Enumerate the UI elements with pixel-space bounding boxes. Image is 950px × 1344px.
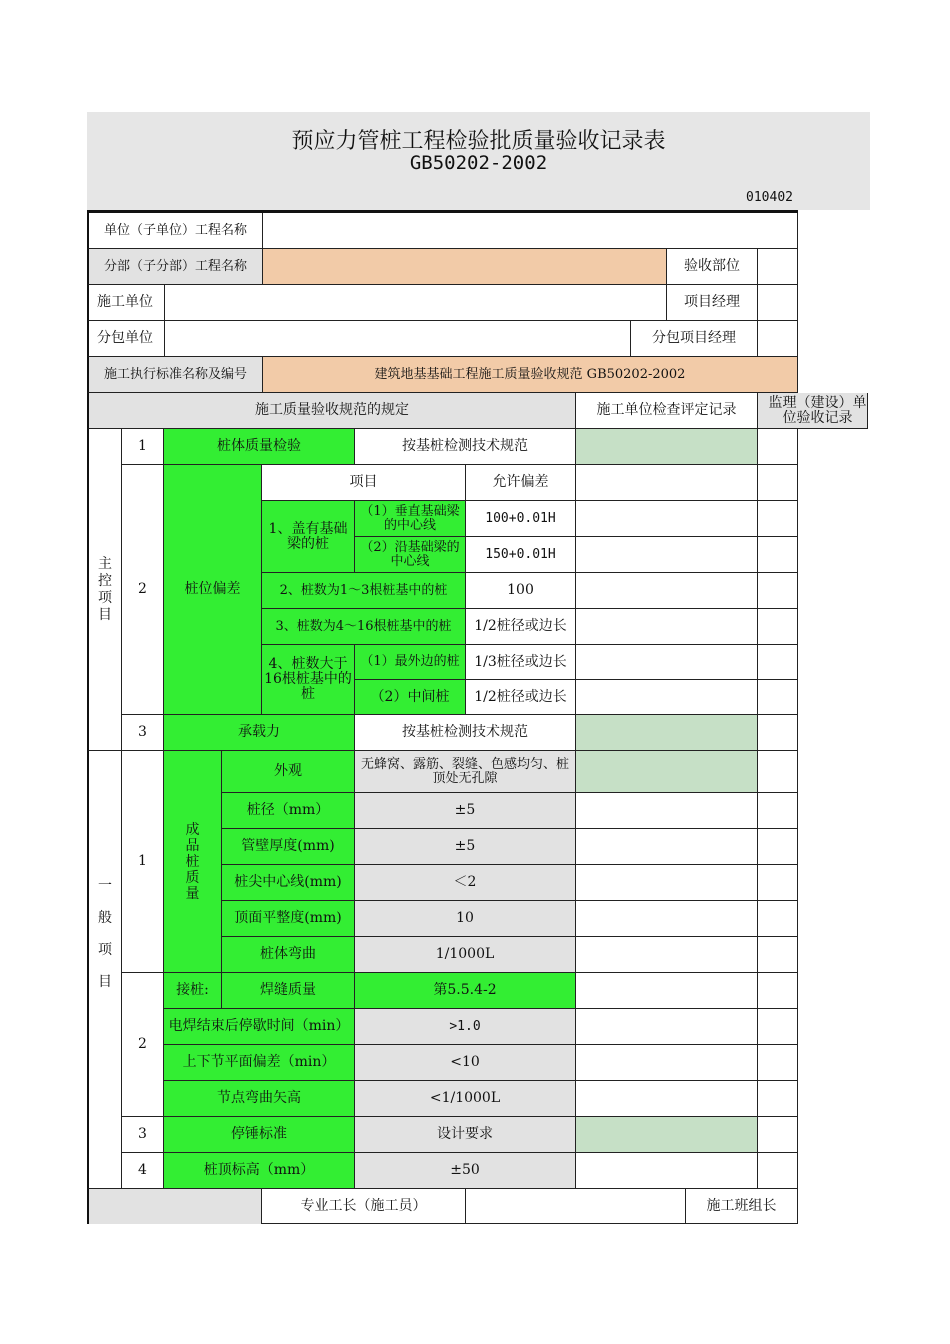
general-row1-group: 成 品 桩 质 量 <box>164 751 222 973</box>
weld-stop-time-label: 电焊结束后停歇时间（min） <box>164 1009 355 1045</box>
deviation-item-header: 项目 <box>262 465 466 501</box>
deviation-supervision-2[interactable] <box>758 501 798 537</box>
deviation-supervision-1[interactable] <box>758 465 798 501</box>
general-row4-supervision[interactable] <box>758 1153 798 1189</box>
general-row3-name: 停锤标准 <box>164 1117 355 1153</box>
foreman-value-cell[interactable] <box>466 1189 686 1224</box>
subunit-value-cell[interactable] <box>263 249 667 285</box>
node-bend-label: 节点弯曲矢高 <box>164 1081 355 1117</box>
general-row2-no: 2 <box>122 973 164 1117</box>
deviation-supervision-6[interactable] <box>758 645 798 680</box>
general-item-name: 管壁厚度(mm) <box>222 829 355 865</box>
unit-label: 单位（子单位）工程名称 <box>87 213 263 249</box>
weld-quality-label: 焊缝质量 <box>222 973 355 1009</box>
node-bend-supervision[interactable] <box>758 1081 798 1117</box>
deviation-e: （1）最外边的桩 <box>355 645 466 680</box>
accept-part-value-cell[interactable] <box>758 249 798 285</box>
main-items-label: 主 控 项 目 <box>87 429 122 751</box>
general-row2-group: 接桩: <box>164 973 222 1009</box>
constructor-value-cell[interactable] <box>165 285 667 321</box>
general-item-name: 桩径（mm） <box>222 793 355 829</box>
general-item-supervision[interactable] <box>758 751 798 793</box>
form-code: 010402 <box>746 190 793 205</box>
deviation-f-value: 1/2桩径或边长 <box>466 680 576 715</box>
general-row4-req: ±50 <box>355 1153 576 1189</box>
deviation-c: 2、桩数为1～3根桩基中的桩 <box>262 573 466 609</box>
general-row3-req: 设计要求 <box>355 1117 576 1153</box>
weld-quality-supervision[interactable] <box>758 973 798 1009</box>
general-item-check[interactable] <box>576 937 758 973</box>
main-row1-check[interactable] <box>576 429 758 465</box>
general-row4-check[interactable] <box>576 1153 758 1189</box>
deviation-check-7[interactable] <box>576 680 758 715</box>
general-item-check[interactable] <box>576 793 758 829</box>
sub-manager-value-cell[interactable] <box>758 321 798 357</box>
general-item-req: 无蜂窝、露筋、裂缝、色感均匀、桩顶处无孔隙 <box>355 751 576 793</box>
foreman-label: 专业工长（施工员） <box>262 1189 466 1224</box>
main-row3-supervision[interactable] <box>758 715 798 751</box>
deviation-d: 3、桩数为4～16根桩基中的桩 <box>262 609 466 645</box>
deviation-e-value: 1/3桩径或边长 <box>466 645 576 680</box>
unit-value-cell[interactable] <box>263 213 798 249</box>
form-title: 预应力管桩工程检验批质量验收记录表 <box>291 129 666 154</box>
form-header <box>87 112 870 210</box>
node-bend-req: <1/1000L <box>355 1081 576 1117</box>
deviation-supervision-5[interactable] <box>758 609 798 645</box>
form-subtitle: GB50202-2002 <box>409 152 548 174</box>
main-row1-req: 按基桩检测技术规范 <box>355 429 576 465</box>
deviation-f: （2）中间桩 <box>355 680 466 715</box>
general-items-label: 一 般 项 目 <box>87 751 122 1189</box>
general-item-req: ±5 <box>355 829 576 865</box>
general-item-name: 桩尖中心线(mm) <box>222 865 355 901</box>
plane-offset-supervision[interactable] <box>758 1045 798 1081</box>
team-leader-label: 施工班组长 <box>686 1189 798 1224</box>
weld-quality-check[interactable] <box>576 973 758 1009</box>
general-item-check[interactable] <box>576 901 758 937</box>
general-item-supervision[interactable] <box>758 865 798 901</box>
inspection-form-table <box>87 210 867 1224</box>
main-row3-name: 承载力 <box>164 715 355 751</box>
deviation-c-value: 100 <box>466 573 576 609</box>
general-item-check[interactable] <box>576 751 758 793</box>
general-row4-no: 4 <box>122 1153 164 1189</box>
deviation-check-2[interactable] <box>576 501 758 537</box>
subunit-label: 分部（子分部）工程名称 <box>87 249 263 285</box>
general-row1-no: 1 <box>122 751 164 973</box>
deviation-check-3[interactable] <box>576 537 758 573</box>
main-row2-name: 桩位偏差 <box>164 465 262 715</box>
constructor-label: 施工单位 <box>87 285 165 321</box>
plane-offset-label: 上下节平面偏差（min） <box>164 1045 355 1081</box>
general-item-supervision[interactable] <box>758 793 798 829</box>
deviation-check-1[interactable] <box>576 465 758 501</box>
sub-unit-value-cell[interactable] <box>165 321 631 357</box>
plane-offset-check[interactable] <box>576 1045 758 1081</box>
weld-stop-time-check[interactable] <box>576 1009 758 1045</box>
main-row1-no: 1 <box>122 429 164 465</box>
deviation-supervision-7[interactable] <box>758 680 798 715</box>
main-row2-no: 2 <box>122 465 164 715</box>
deviation-a-value: 100+0.01H <box>466 501 576 537</box>
general-item-req: 1/1000L <box>355 937 576 973</box>
deviation-b-value: 150+0.01H <box>466 537 576 573</box>
deviation-group4: 4、桩数大于16根桩基中的桩 <box>262 645 355 715</box>
weld-stop-time-req: >1.0 <box>355 1009 576 1045</box>
main-row3-req: 按基桩检测技术规范 <box>355 715 576 751</box>
general-item-req: ±5 <box>355 793 576 829</box>
general-item-name: 顶面平整度(mm) <box>222 901 355 937</box>
general-item-name: 外观 <box>222 751 355 793</box>
supervision-column-header: 监理（建设）单位验收记录 <box>758 393 868 429</box>
standard-value: 建筑地基基础工程施工质量验收规范 GB50202-2002 <box>263 357 798 393</box>
deviation-supervision-3[interactable] <box>758 537 798 573</box>
general-row4-name: 桩顶标高（mm） <box>164 1153 355 1189</box>
deviation-a: （1）垂直基础梁的中心线 <box>355 501 466 537</box>
general-row3-check[interactable] <box>576 1117 758 1153</box>
accept-part-label: 验收部位 <box>667 249 758 285</box>
deviation-d-value: 1/2桩径或边长 <box>466 609 576 645</box>
general-item-req: 10 <box>355 901 576 937</box>
general-item-check[interactable] <box>576 829 758 865</box>
deviation-check-6[interactable] <box>576 645 758 680</box>
main-row1-supervision[interactable] <box>758 429 798 465</box>
general-row3-no: 3 <box>122 1117 164 1153</box>
general-item-supervision[interactable] <box>758 829 798 865</box>
main-row3-check[interactable] <box>576 715 758 751</box>
general-item-supervision[interactable] <box>758 937 798 973</box>
general-item-name: 桩体弯曲 <box>222 937 355 973</box>
deviation-check-5[interactable] <box>576 609 758 645</box>
deviation-check-4[interactable] <box>576 573 758 609</box>
project-manager-value-cell[interactable] <box>758 285 798 321</box>
weld-stop-time-supervision[interactable] <box>758 1009 798 1045</box>
check-column-header: 施工单位检查评定记录 <box>576 393 758 429</box>
general-item-check[interactable] <box>576 865 758 901</box>
node-bend-check[interactable] <box>576 1081 758 1117</box>
spec-column-header: 施工质量验收规范的规定 <box>87 393 576 429</box>
main-row1-name: 桩体质量检验 <box>164 429 355 465</box>
deviation-group1: 1、盖有基础梁的桩 <box>262 501 355 573</box>
general-item-req: ＜2 <box>355 865 576 901</box>
footer-blank <box>87 1189 262 1224</box>
standard-label: 施工执行标准名称及编号 <box>87 357 263 393</box>
deviation-supervision-4[interactable] <box>758 573 798 609</box>
weld-quality-req: 第5.5.4-2 <box>355 973 576 1009</box>
general-row3-supervision[interactable] <box>758 1117 798 1153</box>
deviation-allow-header: 允许偏差 <box>466 465 576 501</box>
main-row3-no: 3 <box>122 715 164 751</box>
deviation-b: （2）沿基础梁的中心线 <box>355 537 466 573</box>
sub-unit-label: 分包单位 <box>87 321 165 357</box>
general-item-supervision[interactable] <box>758 901 798 937</box>
plane-offset-req: <10 <box>355 1045 576 1081</box>
project-manager-label: 项目经理 <box>667 285 758 321</box>
sub-manager-label: 分包项目经理 <box>631 321 758 357</box>
